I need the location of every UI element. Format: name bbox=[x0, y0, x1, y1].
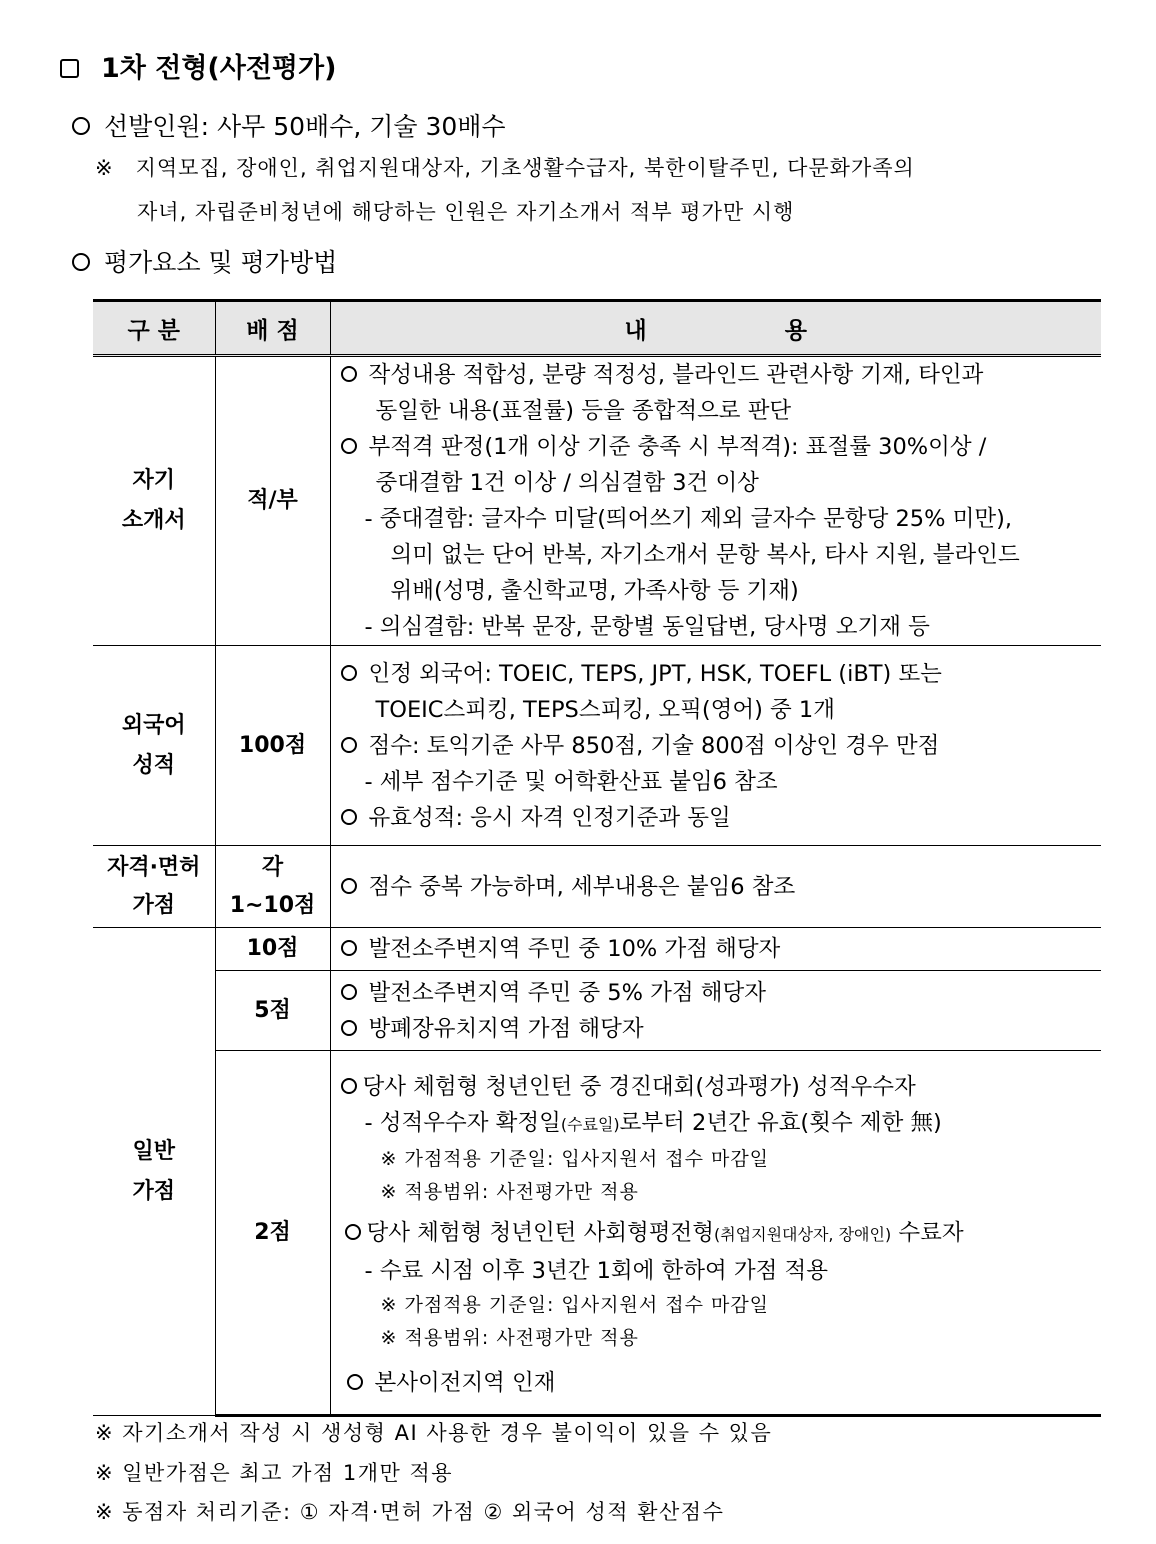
content-line bbox=[341, 728, 1102, 764]
circle-bullet-icon bbox=[72, 117, 90, 135]
content-line bbox=[341, 1105, 1102, 1143]
content-line: - 의심결함: 반복 문장, 문항별 동일답변, 당사명 오기재 등 bbox=[364, 614, 930, 640]
circle-bullet-icon bbox=[341, 1020, 357, 1036]
category-line: 일반 bbox=[132, 1138, 175, 1164]
content-text: 방폐장유치지역 가점 해당자 bbox=[368, 1015, 644, 1042]
content-text: 수료자 bbox=[891, 1219, 964, 1246]
content-line bbox=[341, 1011, 1102, 1047]
points-self-intro: 적/부 bbox=[215, 356, 330, 646]
content-text: 로부터 2년간 유효(횟수 제한 無) bbox=[619, 1109, 942, 1136]
selection-note-text1: 지역모집, 장애인, 취업지원대상자, 기초생활수급자, 북한이탈주민, 다문화가족의 bbox=[135, 156, 915, 180]
content-line: - 세부 점수기준 및 어학환산표 붙임6 참조 bbox=[364, 768, 778, 795]
table-row bbox=[93, 928, 1101, 971]
points-general-10: 10점 bbox=[215, 928, 330, 971]
selection-note-line2: 자녀, 자립준비청년에 해당하는 인원은 자기소개서 적부 평가만 시행 bbox=[137, 200, 795, 224]
content-line: 위배(성명, 출신학교명, 가족사항 등 기재) bbox=[390, 578, 799, 604]
content-license bbox=[330, 846, 1101, 928]
content-line bbox=[341, 1215, 1102, 1253]
circle-bullet-icon bbox=[341, 878, 357, 894]
circle-bullet-icon bbox=[341, 665, 357, 681]
content-line: 중대결함 1건 이상 / 의심결함 3건 이상 bbox=[375, 470, 759, 496]
category-line: 자기 bbox=[132, 468, 175, 493]
category-line: 외국어 bbox=[121, 712, 186, 738]
footnote-3: ※ 동점자 처리기준: ① 자격·면허 가점 ② 외국어 성적 환산점수 bbox=[95, 1500, 725, 1524]
content-note: ※ 적용범위: 사전평가만 적용 bbox=[380, 1326, 639, 1349]
circle-bullet-icon bbox=[341, 940, 357, 956]
content-language bbox=[330, 646, 1101, 846]
content-note: ※ 적용범위: 사전평가만 적용 bbox=[380, 1180, 639, 1203]
content-text: 본사이전지역 인재 bbox=[374, 1369, 556, 1396]
content-line bbox=[341, 869, 1102, 905]
points-language: 100점 bbox=[215, 646, 330, 846]
circle-bullet-icon bbox=[341, 809, 357, 825]
points-line: 각 bbox=[261, 854, 284, 880]
circle-bullet-icon bbox=[345, 1224, 361, 1240]
points-line: 1~10점 bbox=[229, 892, 316, 918]
content-line bbox=[341, 656, 1102, 692]
circle-bullet-icon bbox=[341, 366, 357, 382]
selection-count bbox=[72, 107, 506, 143]
header-category: 구 분 bbox=[93, 301, 215, 356]
content-text: 점수 중복 가능하며, 세부내용은 붙임6 참조 bbox=[368, 873, 796, 900]
selection-count-text: 선발인원: 사무 50배수, 기술 30배수 bbox=[104, 112, 506, 141]
table-row bbox=[93, 846, 1101, 928]
table-row bbox=[93, 646, 1101, 846]
content-line: 의미 없는 단어 반복, 자기소개서 문항 복사, 타사 지원, 블라인드 bbox=[390, 542, 1020, 568]
content-text: 인정 외국어: TOEIC, TEPS, JPT, HSK, TOEFL (iBT) 또는 bbox=[368, 660, 942, 687]
content-self-intro bbox=[330, 356, 1101, 646]
content-text: 발전소주변지역 주민 중 5% 가점 해당자 bbox=[368, 979, 766, 1006]
footnote-2: ※ 일반가점은 최고 가점 1개만 적용 bbox=[95, 1461, 454, 1485]
note-mark: ※ bbox=[95, 156, 114, 180]
table-row bbox=[93, 356, 1101, 646]
content-note: ※ 가점적용 기준일: 입사지원서 접수 마감일 bbox=[380, 1293, 770, 1316]
category-license bbox=[93, 846, 215, 928]
circle-bullet-icon bbox=[341, 1078, 357, 1094]
category-language bbox=[93, 646, 215, 846]
header-content: 내 용 bbox=[330, 301, 1101, 356]
header-points: 배 점 bbox=[215, 301, 330, 356]
circle-bullet-icon bbox=[347, 1374, 363, 1390]
table-header-row bbox=[93, 301, 1101, 356]
content-text: 유효성적: 응시 자격 인정기준과 동일 bbox=[368, 804, 731, 831]
content-line bbox=[341, 975, 1102, 1011]
content-line bbox=[341, 931, 1102, 967]
points-license bbox=[215, 846, 330, 928]
content-small-text: (취업지원대상자, 장애인) bbox=[713, 1224, 892, 1244]
eval-heading-text: 평가요소 및 평가방법 bbox=[104, 248, 338, 277]
content-text: 작성내용 적합성, 분량 적정성, 블라인드 관련사항 기재, 타인과 bbox=[368, 362, 984, 388]
content-text: 부적격 판정(1개 이상 기준 충족 시 부적격): 표절률 30%이상 / bbox=[368, 434, 987, 460]
category-self-intro bbox=[93, 356, 215, 646]
footnote-1: ※ 자기소개서 작성 시 생성형 AI 사용한 경우 불이익이 있을 수 있음 bbox=[95, 1421, 773, 1445]
content-note: ※ 가점적용 기준일: 입사지원서 접수 마감일 bbox=[380, 1147, 770, 1170]
table-row bbox=[93, 1051, 1101, 1416]
content-text: 발전소주변지역 주민 중 10% 가점 해당자 bbox=[368, 936, 781, 962]
content-line bbox=[341, 800, 1102, 836]
checkbox-square-icon bbox=[60, 59, 79, 78]
content-general-2 bbox=[330, 1051, 1101, 1416]
category-line: 성적 bbox=[132, 752, 175, 778]
section-heading-text: 1차 전형(사전평가) bbox=[101, 53, 337, 84]
content-line bbox=[341, 1069, 1102, 1105]
selection-note-line1 bbox=[95, 152, 915, 182]
category-general bbox=[93, 928, 215, 1416]
content-line: TOEIC스피킹, TEPS스피킹, 오픽(영어) 중 1개 bbox=[375, 696, 835, 723]
content-line: - 중대결함: 글자수 미달(띄어쓰기 제외 글자수 문항당 25% 미만), bbox=[364, 506, 1013, 532]
content-text: 당사 체험형 청년인턴 사회형평전형 bbox=[366, 1219, 714, 1246]
eval-heading bbox=[72, 243, 337, 279]
circle-bullet-icon bbox=[72, 253, 90, 271]
category-line: 가점 bbox=[132, 892, 175, 918]
content-line bbox=[341, 1365, 1102, 1401]
content-general-10 bbox=[330, 928, 1101, 971]
category-line: 소개서 bbox=[121, 508, 186, 533]
content-general-5 bbox=[330, 971, 1101, 1051]
content-text: 점수: 토익기준 사무 850점, 기술 800점 이상인 경우 만점 bbox=[368, 732, 940, 759]
section-heading bbox=[60, 46, 336, 85]
content-line bbox=[341, 429, 1102, 465]
circle-bullet-icon bbox=[341, 737, 357, 753]
content-small-text: (수료일) bbox=[560, 1114, 620, 1134]
category-line: 가점 bbox=[132, 1178, 175, 1204]
points-general-2: 2점 bbox=[215, 1051, 330, 1416]
content-line: 동일한 내용(표절률) 등을 종합적으로 판단 bbox=[375, 398, 792, 424]
table-row bbox=[93, 971, 1101, 1051]
evaluation-table bbox=[93, 299, 1101, 1417]
content-line: - 수료 시점 이후 3년간 1회에 한하여 가점 적용 bbox=[364, 1257, 828, 1284]
points-general-5: 5점 bbox=[215, 971, 330, 1051]
circle-bullet-icon bbox=[341, 984, 357, 1000]
content-text: 당사 체험형 청년인턴 중 경진대회(성과평가) 성적우수자 bbox=[362, 1073, 916, 1100]
content-text: - 성적우수자 확정일 bbox=[364, 1109, 561, 1136]
circle-bullet-icon bbox=[341, 438, 357, 454]
content-line bbox=[341, 357, 1102, 393]
category-line: 자격·면허 bbox=[107, 854, 201, 880]
